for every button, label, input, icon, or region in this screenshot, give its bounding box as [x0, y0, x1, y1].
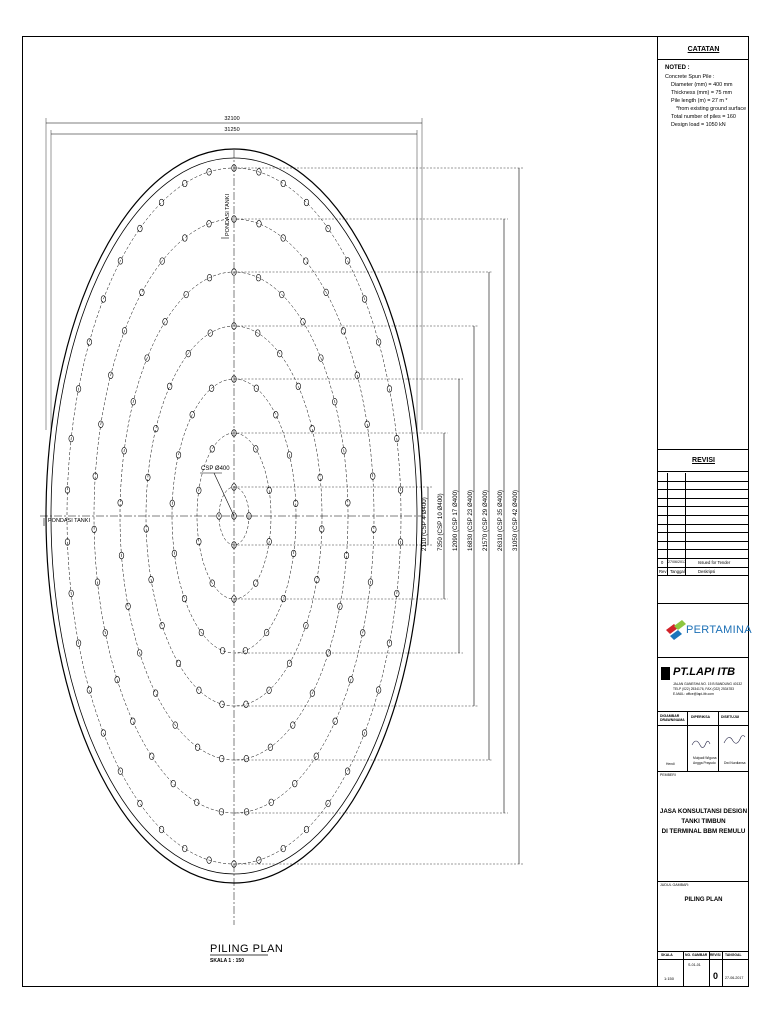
approval-block — [658, 711, 749, 771]
scale-label: SKALA 1 : 150 — [210, 958, 244, 964]
center-pile-leader — [214, 473, 234, 516]
plan-title: PILING PLAN — [210, 943, 284, 955]
pile — [296, 383, 301, 390]
approved-name: Dwi Nurdiansa — [724, 761, 746, 765]
center-pile-label: CSP Ø400 — [201, 466, 230, 472]
pile — [387, 386, 392, 393]
ring-dim-label: 21570 (CSP 29 Ø400) — [482, 489, 489, 551]
pile — [304, 826, 309, 833]
pile — [314, 753, 319, 760]
project-line: TANKI TIMBUN — [681, 818, 726, 825]
pile — [304, 258, 309, 265]
pile — [315, 576, 320, 583]
pile — [176, 660, 181, 667]
notes-line: *from existing ground surface — [676, 106, 747, 112]
pile — [341, 328, 346, 335]
pile — [182, 180, 187, 187]
drawing-title-value: PILING PLAN — [684, 897, 723, 903]
pile — [292, 780, 297, 787]
project-line: JASA KONSULTANSI DESIGN — [659, 808, 748, 815]
footer-block — [658, 951, 749, 986]
pile — [138, 225, 143, 232]
ring-dim-label: 12090 (CSP 17 Ø400) — [452, 489, 459, 551]
consultant-phone: TELP (022) 2534176, FAX (022) 2534783 — [673, 687, 734, 691]
checked-name: Mulyadi Wiguna — [693, 756, 717, 760]
drawing-title-label: JUDUL GAMBAR: — [660, 883, 690, 887]
consultant-logo — [661, 661, 747, 701]
pile — [159, 199, 164, 206]
revision-table — [658, 473, 749, 576]
pile — [253, 580, 258, 587]
footer-date-label: TANGGAL — [725, 953, 742, 957]
pile — [195, 744, 200, 751]
pile — [281, 845, 286, 852]
pile — [197, 538, 202, 545]
notes-line: Thickness (mm) = 75 mm — [671, 90, 732, 96]
approved-label: DISETUJUI — [721, 715, 740, 719]
title-block — [657, 37, 752, 986]
pile — [182, 845, 187, 852]
pile — [304, 199, 309, 206]
pile — [153, 690, 158, 697]
pile — [87, 339, 92, 346]
footer-revision: 0 — [713, 971, 719, 981]
ring-dim-label: 26310 (CSP 35 Ø400) — [497, 489, 504, 551]
rev-date: 27/06/2017 — [668, 559, 686, 564]
consultant-address: JALAN GANESHA NO. 15 B BANDUNG 40132 — [673, 682, 743, 686]
client-name: PERTAMINA — [686, 624, 752, 636]
rev-no: 0 — [661, 559, 664, 565]
pile — [244, 701, 249, 708]
checked-name: Angga Prayudo — [693, 761, 716, 765]
pile — [183, 235, 188, 242]
pile — [273, 411, 278, 418]
lapi-mark-icon — [661, 667, 670, 680]
ring-dim-label: 2110 (CSP 4 Ø400) — [421, 497, 428, 551]
drawn-label: DIGAMBAR DRAWN/NAMA — [660, 714, 685, 722]
pile — [345, 258, 350, 265]
notes-line: Concrete Spun Pile : — [665, 74, 715, 80]
pile — [290, 722, 295, 729]
consultant-name: PT.LAPI ITB — [673, 666, 736, 678]
pile — [210, 446, 215, 453]
dim-outer-text: 32100 — [224, 116, 240, 122]
pile — [281, 595, 286, 602]
consultant-email: E-MAIL: office@lapi-itb.com — [673, 692, 714, 696]
pile — [281, 180, 286, 187]
pile — [159, 826, 164, 833]
pertamina-logo — [664, 612, 752, 652]
pile — [149, 753, 154, 760]
revision-row — [658, 559, 749, 568]
notes-line: Design load = 1050 kN — [671, 122, 726, 128]
pile — [267, 487, 272, 494]
rev-desc: Issued for Tender — [698, 559, 731, 565]
pile — [140, 289, 145, 296]
pile — [355, 372, 360, 379]
project-line: DI TERMINAL BBM REMULU — [661, 828, 746, 835]
footer-number: S-01-01 — [688, 963, 701, 967]
pile — [154, 425, 159, 432]
dim-inner-text: 31250 — [224, 127, 240, 133]
ring-dim-label: 16830 (CSP 23 Ø400) — [467, 489, 474, 551]
pile — [365, 421, 370, 428]
pile — [310, 425, 315, 432]
pile — [131, 718, 136, 725]
pile — [171, 780, 176, 787]
rev-col-label: Tanggal — [670, 568, 685, 574]
footer-date: 27-06-2017 — [725, 976, 744, 980]
pile — [194, 799, 199, 806]
footer-rev-label: REVISI — [710, 953, 721, 957]
notes-header: CATATAN — [687, 46, 720, 53]
notes-line: Pile length (m) = 27 m * — [671, 98, 728, 104]
revisi-header: REVISI — [692, 457, 715, 464]
ring-dim-label: 31050 (CSP 42 Ø400) — [512, 489, 519, 551]
notes-line: Diameter (mm) = 400 mm — [671, 82, 733, 88]
pile — [257, 220, 262, 227]
pile — [101, 296, 106, 303]
drawn-name: Hendi — [666, 762, 675, 766]
footer-number-label: NO. GAMBAR — [685, 953, 708, 957]
pile — [167, 383, 172, 390]
pile — [220, 647, 225, 654]
tank-axis-label: PONDASI TANKI — [225, 194, 231, 236]
revision-header-row — [658, 568, 749, 577]
notes-title: NOTED : — [665, 65, 690, 71]
notes-line: Total number of piles = 160 — [671, 114, 736, 120]
pile — [176, 452, 181, 459]
ring-dim-label: 7350 (CSP 10 Ø400) — [437, 493, 444, 551]
footer-scale: 1:150 — [664, 976, 675, 981]
tank-center-label: PONDASI TANKI — [48, 518, 90, 524]
owner-label: PEMBERI — [660, 773, 676, 777]
rev-col-label: Rev — [659, 568, 667, 574]
rev-col-label: Deskripsi — [698, 568, 716, 574]
checked-label: DIPERIKSA — [691, 715, 711, 719]
pile — [138, 800, 143, 807]
footer-scale-label: SKALA — [661, 953, 673, 957]
